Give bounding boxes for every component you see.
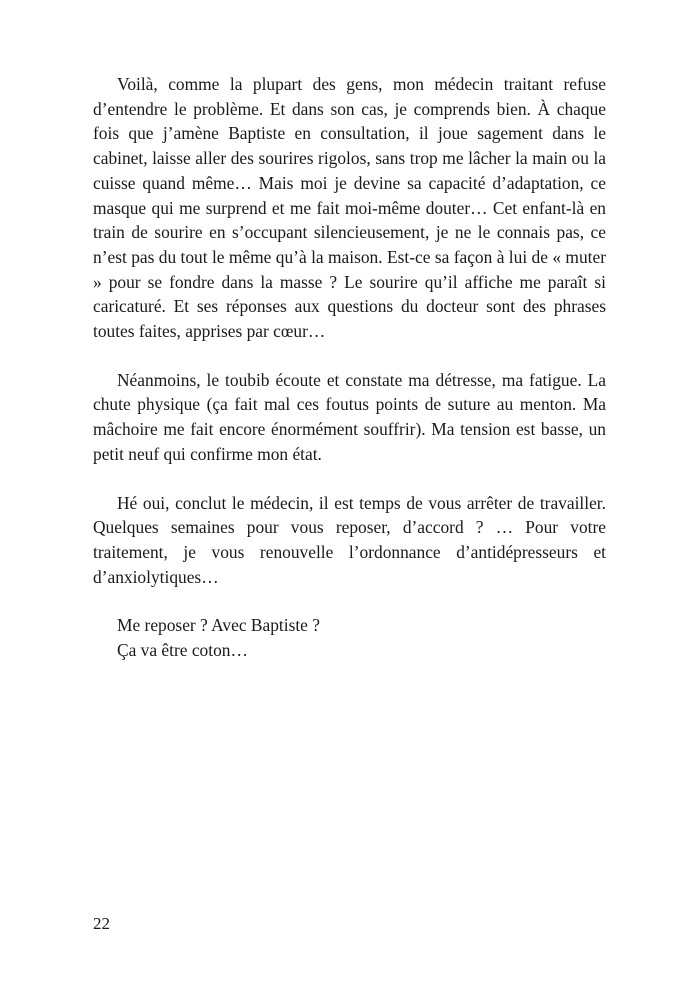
paragraph-gap — [93, 467, 606, 491]
page-number: 22 — [93, 914, 110, 933]
paragraph-gap — [93, 344, 606, 368]
paragraph-gap — [93, 589, 606, 613]
closing-line-2: Ça va être coton… — [117, 640, 248, 661]
paragraph-1: Voilà, comme la plupart des gens, mon médecin traitant refuse d’entendre le problème. Et dans son cas, je comprends bien. À chaque fois que j’amène Baptiste en consultation, il joue sagement dans le cabinet, laisse aller des sourires rigolos, sans trop me lâcher la main ou la cuisse quand même… Mais moi je devine sa capacité d’adaptation, ce masque qui me surprend et me fait moi-même douter… Cet enfant-là en train de sourire en s’occupant silencieusement, je ne le connais pas, ce n’est pas du tout le même qu’à la maison. Est-ce sa façon à lui de « muter » pour se fondre dans la masse ? Le sourire qu’il affiche me paraît si caricaturé. Et ses réponses aux questions du docteur sont des phrases toutes faites, apprises par cœur… — [93, 74, 606, 342]
paragraph-2: Néanmoins, le toubib écoute et constate ma détresse, ma fatigue. La chute physique (ça fait mal ces foutus points de suture au menton. Ma mâchoire me fait encore énormément souffrir). Ma tension est basse, un petit neuf qui confirme mon état. — [93, 369, 606, 464]
page-body — [93, 72, 606, 663]
closing-line-1: Me reposer ? Avec Baptiste ? — [117, 615, 320, 636]
paragraph-3: Hé oui, conclut le médecin, il est temps de vous arrêter de travailler. Quelques semaines pour vous reposer, d’accord ? … Pour votre traitement, je vous renouvelle l’ordonnance d’antidépresseurs et d’anxiolytiques… — [93, 492, 606, 587]
